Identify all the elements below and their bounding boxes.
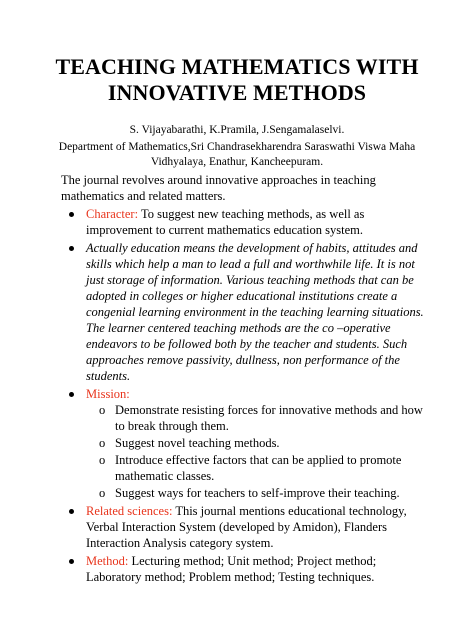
mission-item-text: Suggest ways for teachers to self-improve their teaching.	[115, 486, 400, 500]
author-list: S. Vijayabarathi, K.Pramila, J.Sengamalaselvi.	[129, 124, 345, 136]
list-item-character	[61, 206, 434, 238]
affiliation: Department of Mathematics,Sri Chandrasekharendra Saraswathi Viswa Maha Vidhyalaya, Enathur, Kancheepuram.	[58, 141, 416, 168]
hollow-circle-bullet-icon: o	[99, 486, 106, 500]
bullet-dot-icon	[69, 559, 74, 564]
bullet-dot-icon	[69, 246, 74, 251]
mission-item	[86, 435, 434, 451]
list-item-related-sciences	[61, 503, 434, 551]
list-item-education	[61, 240, 434, 384]
character-text: To suggest new teaching methods, as well as improvement to current mathematics education system.	[86, 207, 365, 237]
intro-paragraph: The journal revolves around innovative approaches in teaching mathematics and related matters.	[61, 173, 376, 203]
mission-item-text: Suggest novel teaching methods.	[115, 436, 280, 450]
bullet-dot-icon	[69, 212, 74, 217]
bullet-dot-icon	[69, 509, 74, 514]
character-label: Character:	[86, 207, 139, 221]
hollow-circle-bullet-icon: o	[99, 453, 106, 467]
hollow-circle-bullet-icon: o	[99, 436, 106, 450]
mission-sublist	[86, 402, 434, 501]
bullet-dot-icon	[69, 392, 74, 397]
mission-item-text: Introduce effective factors that can be applied to promote mathematic classes.	[115, 453, 402, 483]
mission-item-text: Demonstrate resisting forces for innovative methods and how to break through them.	[115, 403, 423, 433]
mission-item	[86, 452, 434, 484]
mission-item	[86, 402, 434, 434]
related-sciences-text: This journal mentions educational technology, Verbal Interaction System (developed by Amidon), Flanders Interaction Analysis category system.	[86, 504, 407, 550]
method-label: Method:	[86, 554, 129, 568]
method-text: Lecturing method; Unit method; Project method; Laboratory method; Problem method; Testing techniques.	[86, 554, 377, 584]
hollow-circle-bullet-icon: o	[99, 403, 106, 417]
education-paragraph: Actually education means the development of habits, attitudes and skills which help a man to lead a full and worthwhile life. It is not just storage of information. Various teaching methods that can be adopted in colleges or higher educational institutions create a congenial learning environment in the teaching learning situations. The learner centered teaching methods are the co –operative endeavors to be followed both by the teacher and students. Such approaches remove passivity, dullness, non performance of the students.	[86, 241, 424, 383]
bullet-list	[61, 206, 434, 587]
list-item-mission	[61, 386, 434, 501]
list-item-method	[61, 553, 434, 585]
document-title: TEACHING MATHEMATICS WITH INNOVATIVE METHODS	[55, 54, 419, 105]
mission-label: Mission:	[86, 387, 130, 401]
mission-item	[86, 485, 434, 501]
related-sciences-label: Related sciences:	[86, 504, 173, 518]
